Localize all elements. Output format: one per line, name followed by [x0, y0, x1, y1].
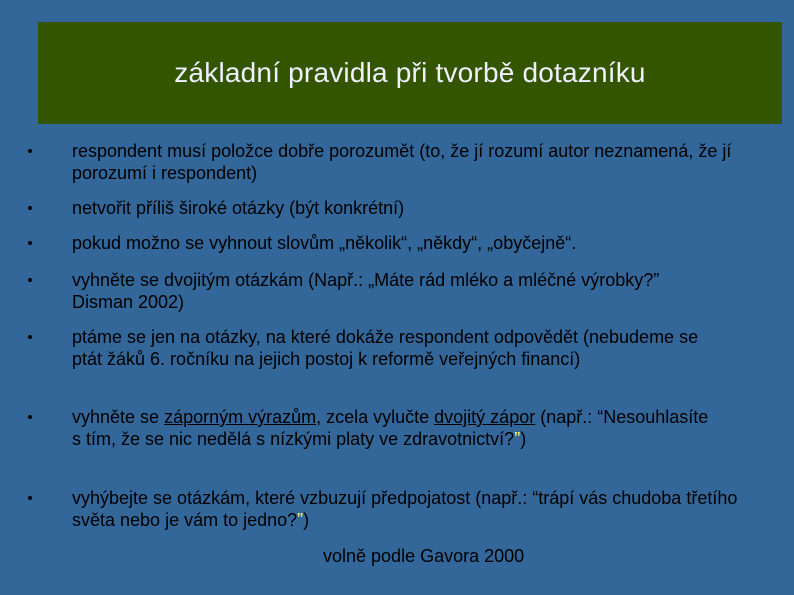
slide-title: základní pravidla při tvorbě dotazníku	[174, 57, 646, 88]
bullet-dot-icon	[28, 415, 32, 419]
bullet-text: vyhýbejte se otázkám, které vzbuzují předpojatost (např.: “trápí vás chudoba třetího světa nebo je vám to jedno?”)	[72, 488, 738, 530]
bullet-text: netvořit příliš široké otázky (být konkrétní)	[72, 198, 405, 218]
bullet-text: vyhněte se záporným výrazům, zcela vylučte dvojitý zápor (např.: “Nesouhlasíte s tím, že se nic nedělá s nízkými platy ve zdravotnictví?”)	[72, 407, 709, 449]
bullet-text: pokud možno se vyhnout slovům „několik“, „někdy“, „obyčejně“.	[72, 233, 577, 253]
bullet-text: respondent musí položce dobře porozumět (to, že jí rozumí autor neznamená, že jí porozumí i respondent)	[72, 141, 732, 183]
bullet-dot-icon	[28, 335, 32, 339]
quote-mark: ”	[514, 429, 521, 449]
underlined-term: záporným výrazům	[164, 407, 317, 427]
title-bar	[38, 22, 782, 124]
bullet-dot-icon	[28, 206, 32, 210]
bullet-dot-icon	[28, 241, 32, 245]
bullet-text: ptáme se jen na otázky, na které dokáže respondent odpovědět (nebudeme se ptát žáků 6. ročníku na jejich postoj k reformě veřejných financí)	[72, 327, 699, 369]
quote-mark: ”	[297, 510, 304, 530]
bullet-dot-icon	[28, 149, 32, 153]
bullet-dot-icon	[28, 278, 32, 282]
bullet-dot-icon	[28, 496, 32, 500]
bullet-text: vyhněte se dvojitým otázkám (Např.: „Máte rád mléko a mléčné výrobky?” Disman 2002)	[72, 270, 660, 312]
source-note: volně podle Gavora 2000	[323, 546, 525, 566]
underlined-term: dvojitý zápor	[434, 407, 536, 427]
